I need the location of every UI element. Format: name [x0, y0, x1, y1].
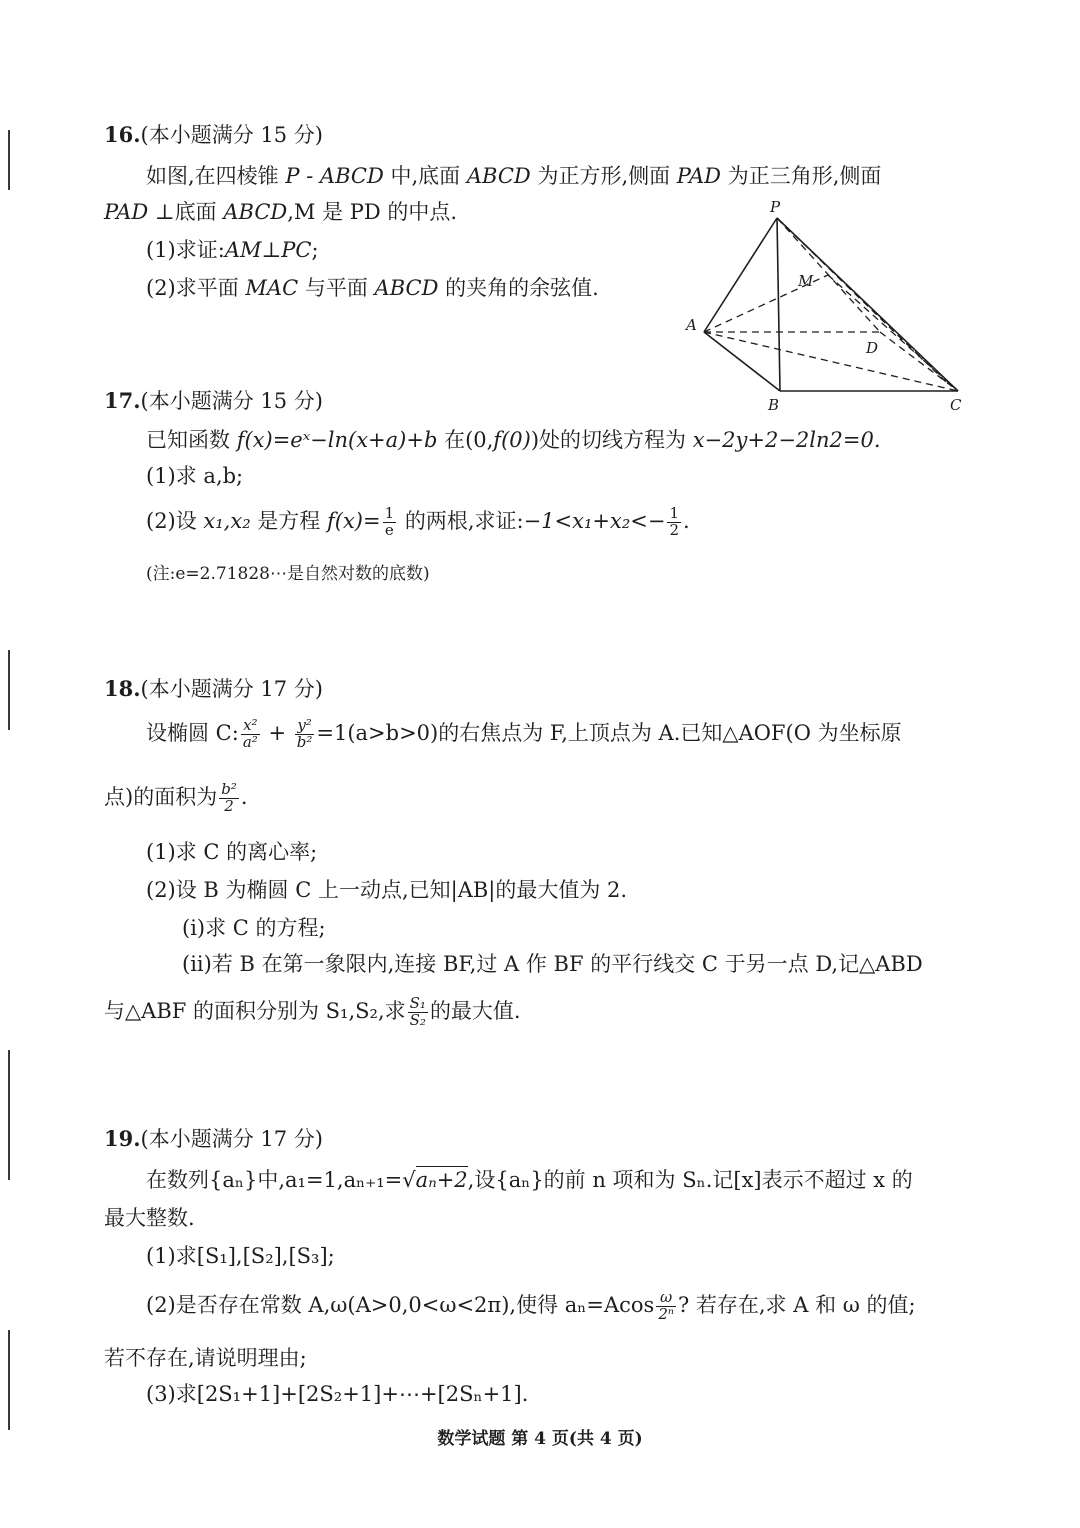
label-d: D: [866, 339, 879, 357]
label-a: A: [686, 316, 697, 334]
q16-text: ;: [311, 238, 319, 262]
q16-text: ,M 是 PD 的中点.: [287, 200, 458, 224]
q17-text: 是方程: [250, 508, 327, 533]
q16-stem-line2: [104, 202, 457, 223]
q17-text: .: [683, 508, 690, 533]
q18-score: (本小题满分 17 分): [140, 677, 324, 701]
scan-edge-left: [8, 1330, 10, 1430]
q18-text: 点)的面积为: [104, 784, 218, 809]
edge-mc: [828, 275, 958, 391]
q17-inequality: −1<x₁+x₂<−: [523, 508, 666, 533]
q16-part1-math: AM⊥PC: [224, 238, 312, 262]
q16-text: ⊥底面: [148, 200, 224, 224]
q18-part2-i: [182, 918, 326, 939]
q17-note-text: (注:e=2.71828⋯是自然对数的底数): [146, 564, 430, 584]
label-c: C: [950, 396, 962, 414]
q17-text: 已知函数: [146, 428, 237, 452]
q16-score: (本小题满分 15 分): [140, 123, 324, 147]
q19-text: 最大整数.: [104, 1206, 195, 1230]
q18-stem-line1: [146, 718, 902, 751]
q16-number: 16.: [104, 122, 141, 147]
q16-text: 为正方形,侧面: [530, 164, 677, 188]
q16-part2-label: (2)求平面: [146, 276, 246, 300]
q18-part2-i-text: (i)求 C 的方程;: [182, 916, 326, 940]
q18-part2-text: (2)设 B 为椭圆 C 上一动点,已知|AB|的最大值为 2.: [146, 878, 628, 902]
q17-text: )处的切线方程为: [530, 428, 693, 452]
q16-text: 与平面: [298, 276, 375, 300]
q19-part2: [146, 1290, 916, 1323]
q16-text: 如图,在四棱锥: [146, 164, 286, 188]
q16-face: PAD: [104, 200, 149, 224]
q18-header: [104, 678, 323, 700]
q17-function: f(x)=eˣ−ln(x+a)+b: [236, 428, 438, 452]
q17-stem: [146, 430, 881, 451]
q16-face: PAD: [676, 164, 722, 188]
q18-text: 设椭圆 C:: [146, 720, 239, 745]
q16-part2: [146, 278, 599, 299]
q18-text: 的最大值.: [429, 998, 521, 1023]
pyramid-figure: [680, 198, 970, 418]
q17-text: 的两根,求证:: [398, 508, 524, 533]
q16-text: 为正三角形,侧面: [721, 164, 882, 188]
q17-part1-text: (1)求 a,b;: [146, 464, 244, 488]
q19-frac-omega: $\frac{\omega}{\text{2ⁿ}}$: [658, 1288, 674, 1323]
q17-score: (本小题满分 15 分): [140, 389, 324, 413]
q19-text: ,设{aₙ}的前 n 项和为 Sₙ.记[x]表示不超过 x 的: [467, 1168, 913, 1192]
q19-part3-text: (3)求[2S₁+1]+[2S₂+1]+⋯+[2Sₙ+1].: [146, 1382, 529, 1406]
q17-header: [104, 390, 323, 412]
q18-text: 与△ABF 的面积分别为 S₁,S₂,求: [104, 998, 406, 1023]
q17-text: (2)设: [146, 508, 204, 533]
q18-part2-ii: [182, 954, 923, 975]
q16-base: ABCD: [466, 164, 531, 188]
label-b: B: [768, 396, 780, 414]
q18-text: .: [240, 784, 248, 809]
q19-part3: [146, 1384, 528, 1405]
q19-sqrt-sign: √: [402, 1168, 416, 1192]
q19-text: 在数列{aₙ}中,a₁=1,aₙ₊₁=: [146, 1168, 403, 1192]
q16-plane-abcd: ABCD: [374, 276, 439, 300]
q19-text: (2)是否存在常数 A,ω(A>0,0<ω<2π),使得 aₙ=Acos: [146, 1292, 655, 1317]
q18-part1: [146, 842, 317, 863]
q16-part1-label: (1)求证:: [146, 238, 225, 262]
q17-f0: f(0): [493, 428, 531, 452]
q16-header: [104, 124, 323, 146]
q16-part1: [146, 240, 319, 261]
scan-edge-left: [8, 650, 10, 730]
q19-number: 19.: [104, 1126, 141, 1151]
label-p: P: [770, 198, 781, 216]
q18-frac-s1-s2: $\frac{\text{S₁}}{\text{S₂}}$: [409, 994, 426, 1029]
q18-part2: [146, 880, 627, 901]
q19-stem-line1: [146, 1170, 913, 1191]
page-footer: 数学试题 第 4 页(共 4 页): [437, 1429, 643, 1449]
q17-number: 17.: [104, 388, 141, 413]
q19-part1-text: (1)求[S₁],[S₂],[S₃];: [146, 1244, 335, 1268]
q18-frac-y2-b2: $\frac{\text{y²}}{\text{b²}}$: [296, 716, 313, 751]
q18-text: =1(a>b>0)的右焦点为 F,上顶点为 A.已知△AOF(O 为坐标原: [316, 720, 902, 745]
q17-text: 在(0,: [437, 428, 494, 452]
q17-equation: f(x)=: [326, 508, 381, 533]
q18-frac-x2-a2: $\frac{\text{x²}}{\text{a²}}$: [242, 716, 258, 751]
q19-part1: [146, 1246, 335, 1267]
q17-roots: x₁,x₂: [203, 508, 251, 533]
q19-part2-line2: [104, 1348, 307, 1369]
q18-part2-ii-text: (ii)若 B 在第一象限内,连接 BF,过 A 作 BF 的平行线交 C 于另一点 D,记△ABD: [182, 952, 923, 976]
q16-stem-line1: [146, 166, 881, 187]
q19-score: (本小题满分 17 分): [140, 1127, 324, 1151]
q18-frac-area: $\frac{\text{b²}}{2}$: [221, 780, 237, 815]
label-m: M: [798, 272, 814, 290]
q19-header: [104, 1128, 323, 1150]
q17-note: [146, 566, 430, 583]
edge-pb: [777, 218, 780, 391]
q16-base: ABCD: [223, 200, 288, 224]
q17-frac-1-over-e: $\frac{1}{e}$: [384, 504, 395, 539]
q17-part1: [146, 466, 243, 487]
q19-sqrt-content: aₙ+2: [415, 1168, 468, 1192]
q17-part2: [146, 506, 690, 539]
q16-text: 的夹角的余弦值.: [438, 276, 599, 300]
scan-edge-left: [8, 1050, 10, 1180]
q18-plus: +: [261, 720, 293, 745]
q19-text: ? 若存在,求 A 和 ω 的值;: [677, 1292, 916, 1317]
q18-part2-ii-line2: [104, 996, 521, 1029]
q19-text: 若不存在,请说明理由;: [104, 1346, 307, 1370]
q16-text: 中,底面: [383, 164, 467, 188]
q17-tangent: x−2y+2−2ln2=0.: [692, 428, 881, 452]
q16-pyramid: P - ABCD: [285, 164, 384, 188]
q16-plane-mac: MAC: [245, 276, 299, 300]
q17-frac-1-over-2: $\frac{1}{2}$: [669, 504, 679, 539]
scan-edge-left: [8, 130, 10, 190]
q18-number: 18.: [104, 676, 141, 701]
q18-stem-line2: [104, 782, 248, 815]
q18-part1-text: (1)求 C 的离心率;: [146, 840, 318, 864]
q19-stem-line2: [104, 1208, 195, 1229]
